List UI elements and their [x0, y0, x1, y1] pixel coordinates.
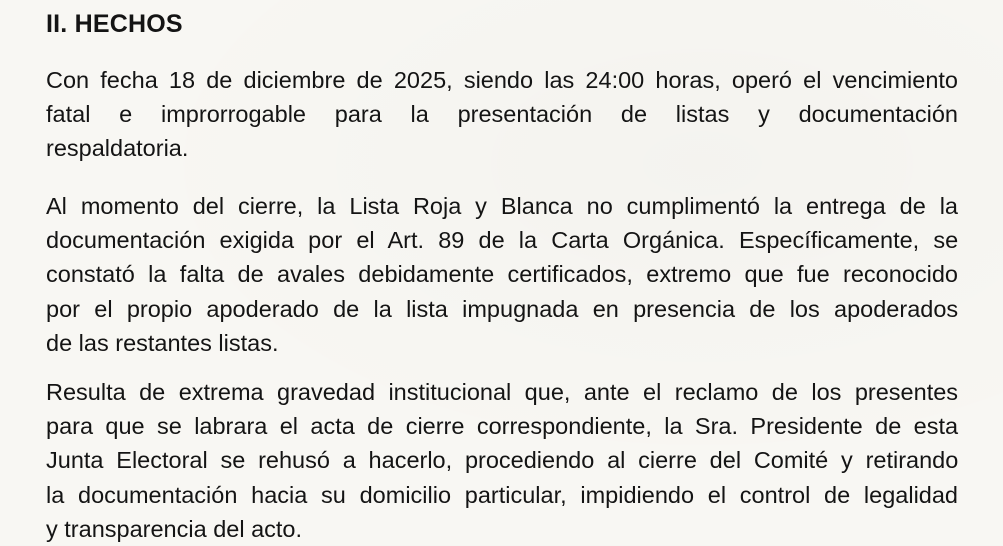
paragraph-line: Con fecha 18 de diciembre de 2025, siendo las 24:00 horas, operó el vencimiento [46, 67, 958, 93]
paragraph-line: fatal e improrrogable para la presentación de listas y documentación [46, 101, 958, 128]
paragraph-line: respaldatoria. [46, 135, 189, 162]
paragraph-line: documentación exigida por el Art. 89 de la Carta Orgánica. Específicamente, se [46, 227, 959, 254]
paragraph-line: para que se labrara el acta de cierre correspondiente, la Sra. Presidente de esta [46, 413, 959, 440]
paragraph-line: Resulta de extrema gravedad institucional que, ante el reclamo de los presentes [46, 379, 959, 405]
paragraph-line: de las restantes listas. [46, 329, 279, 356]
paragraph-3 [46, 375, 958, 546]
paragraph-line: constató la falta de avales debidamente certificados, extremo que fue reconocido [46, 261, 958, 288]
paragraph-2 [46, 189, 958, 360]
paragraph-line: por el propio apoderado de la lista impugnada en presencia de los apoderados [46, 295, 959, 322]
paragraph-1 [46, 63, 958, 166]
section-heading: II. HECHOS [46, 10, 183, 38]
paragraph-line: Al momento del cierre, la Lista Roja y Blanca no cumplimentó la entrega de la [46, 193, 958, 219]
paragraph-line: Junta Electoral se rehusó a hacerlo, procediendo al cierre del Comité y retirando [46, 447, 959, 474]
paragraph-line: la documentación hacia su domicilio particular, impidiendo el control de legalidad [46, 481, 958, 508]
paragraph-line: y transparencia del acto. [46, 515, 303, 542]
